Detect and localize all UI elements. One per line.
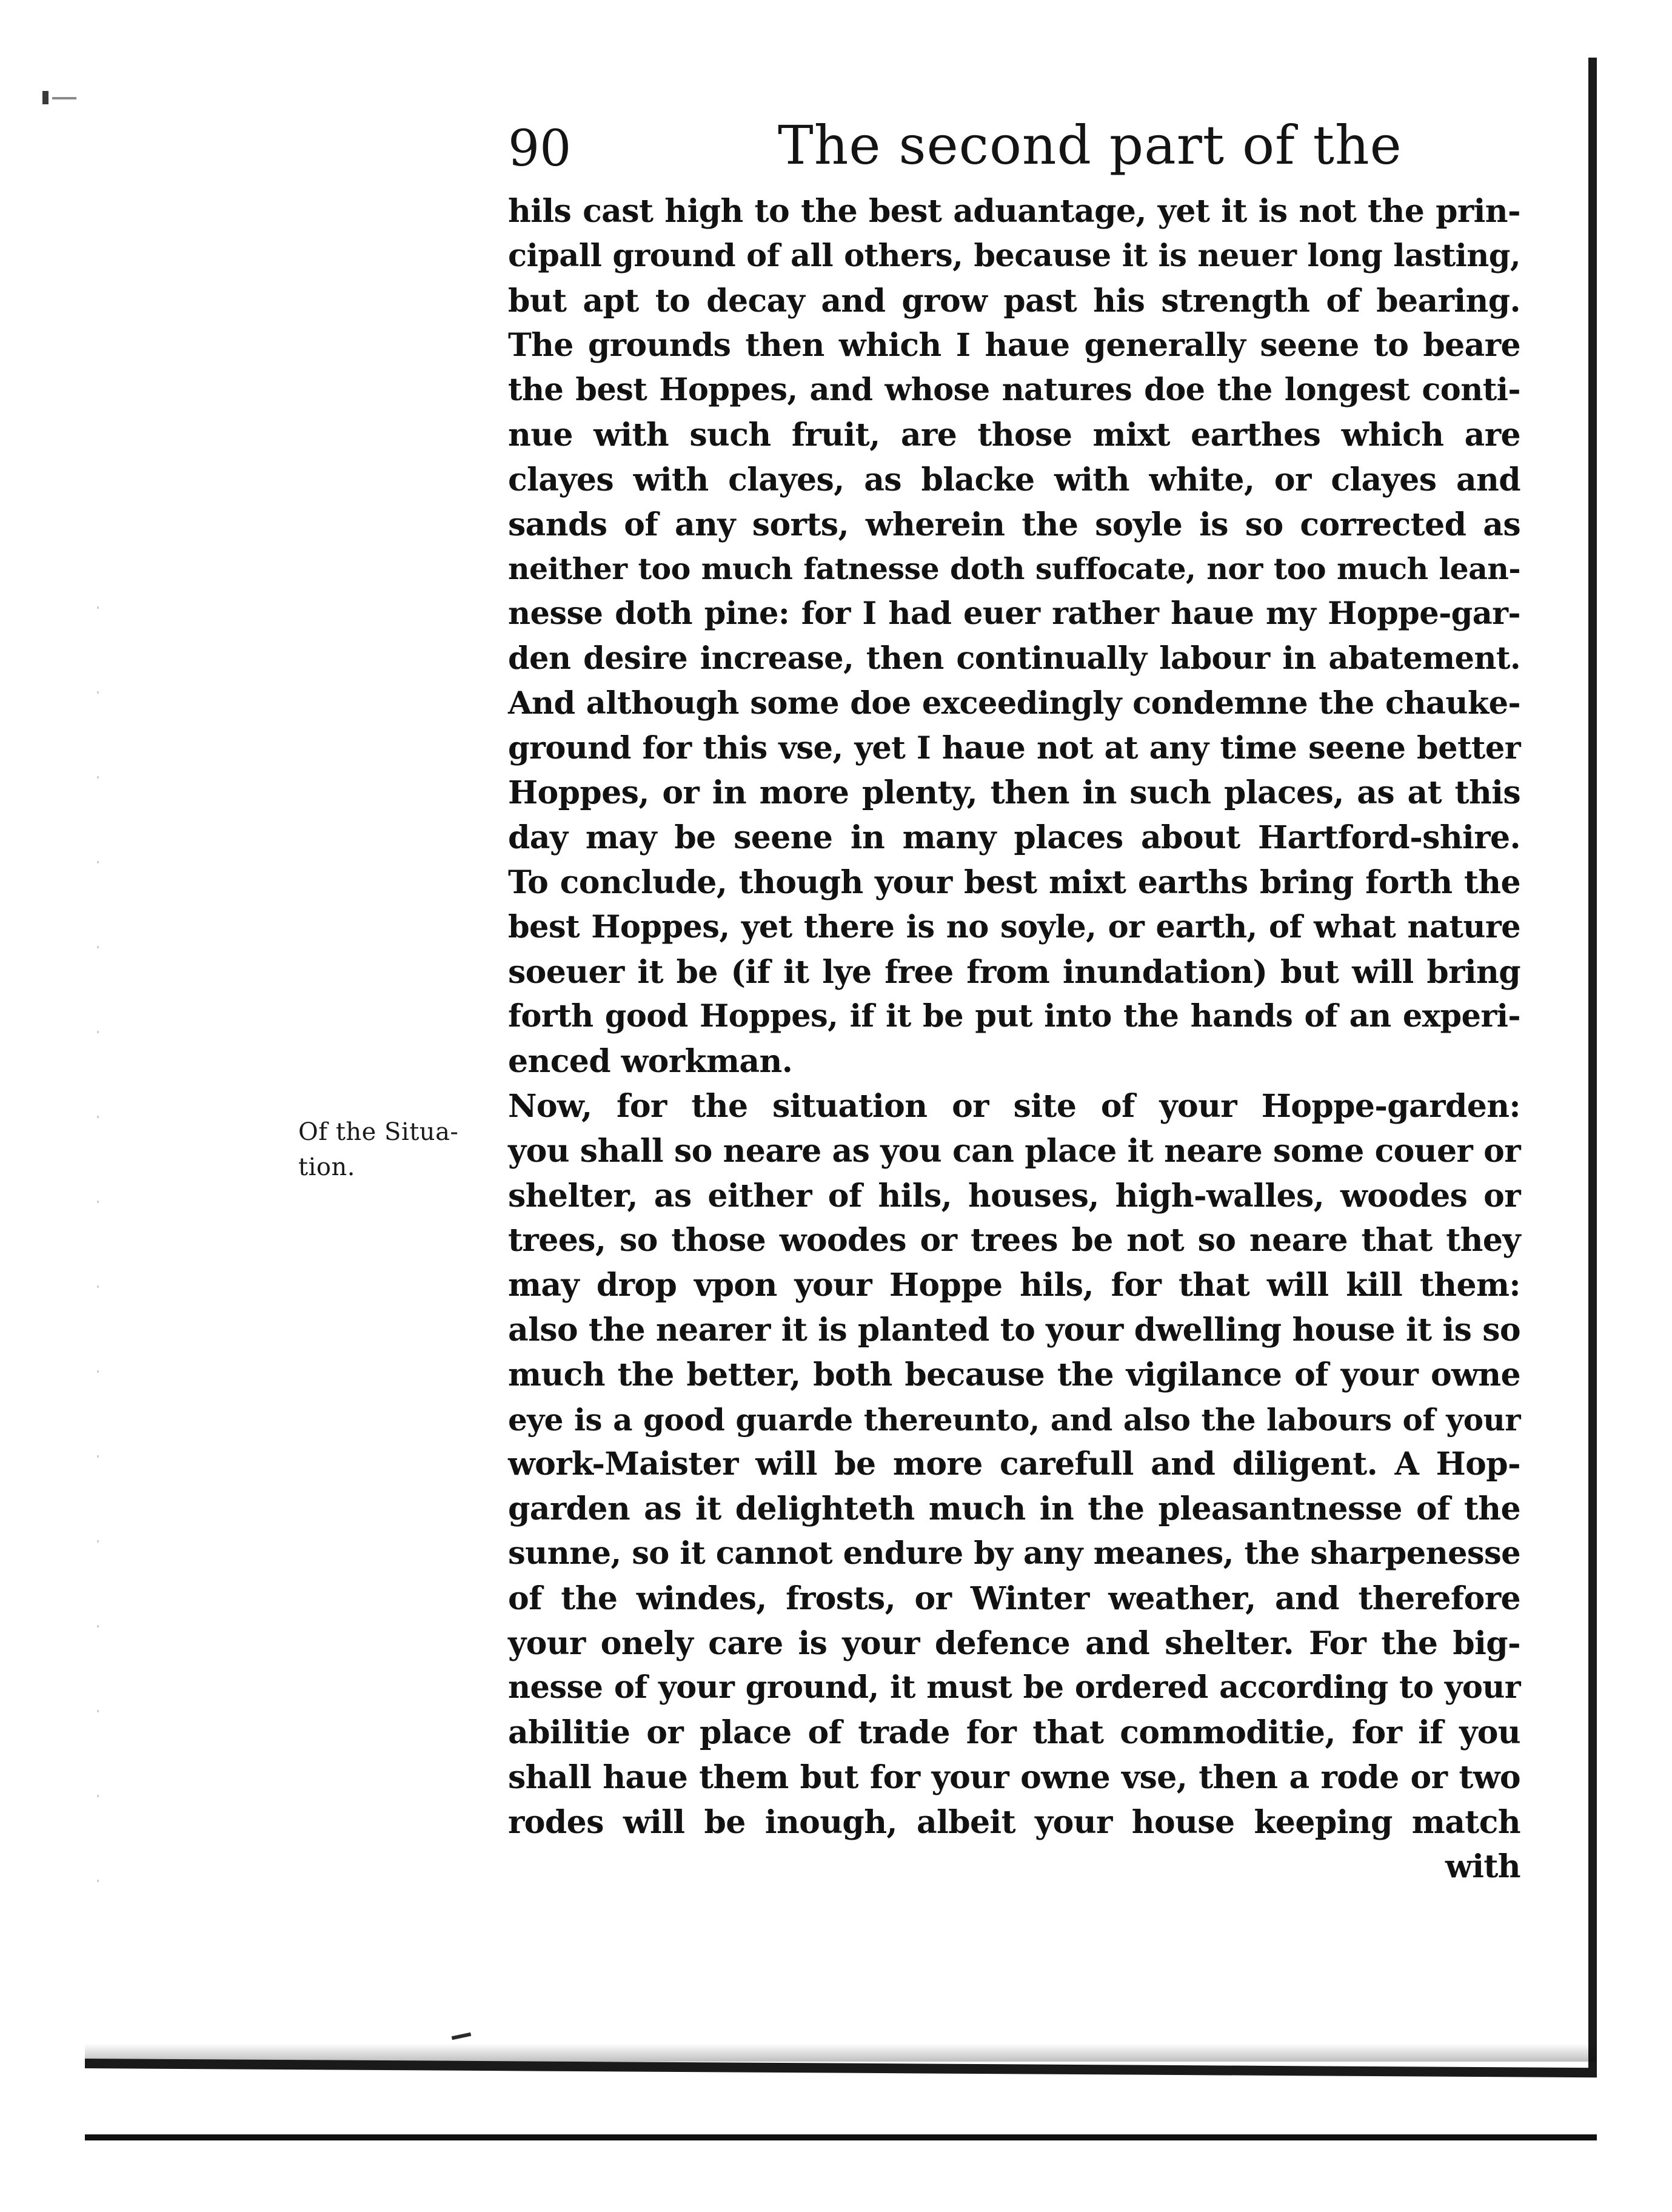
text-line: of the windes, frosts, or Winter weather, and therefore xyxy=(508,1580,1520,1617)
text-line: forth good Hoppes, if it be put into the hands of an experi- xyxy=(508,998,1520,1035)
text-line: hils cast high to the best aduantage, yet it is not the prin- xyxy=(508,193,1520,230)
text-line: sands of any sorts, wherein the soyle is so corrected as xyxy=(508,506,1520,543)
text-line: abilitie or place of trade for that commoditie, for if you xyxy=(508,1714,1520,1752)
text-line: The grounds then which I haue generally seene to beare xyxy=(508,327,1520,364)
text-line: nesse doth pine: for I had euer rather haue my Hoppe-gar- xyxy=(508,595,1520,632)
page-number: 90 xyxy=(508,120,572,178)
text-line: nue with such fruit, are those mixt earthes which are xyxy=(508,416,1520,454)
text-line: much the better, both because the vigilance of your owne xyxy=(508,1356,1520,1393)
text-line: but apt to decay and grow past his strength of bearing. xyxy=(508,282,1520,320)
text-line: the best Hoppes, and whose natures doe the longest conti- xyxy=(508,372,1520,409)
text-line: trees, so those woodes or trees be not so neare that they xyxy=(508,1222,1520,1259)
text-line: nesse of your ground, it must be ordered according to your xyxy=(508,1669,1520,1706)
text-line: work-Maister will be more carefull and diligent. A Hop- xyxy=(508,1446,1520,1483)
scan-speck xyxy=(42,91,48,104)
text-line: may drop vpon your Hoppe hils, for that will kill them: xyxy=(508,1267,1520,1304)
margin-note xyxy=(298,1114,504,1185)
text-line: To conclude, though your best mixt earths bring forth the xyxy=(508,863,1520,901)
text-line: you shall so neare as you can place it neare some couer or xyxy=(508,1132,1520,1170)
text-line: enced workman. xyxy=(508,1043,793,1081)
text-line: cipall ground of all others, because it is neuer long lasting, xyxy=(508,237,1520,274)
text-line: soeuer it be (if it lye free from inundation) but will bring xyxy=(508,953,1520,991)
stray-ink-mark xyxy=(452,2033,472,2040)
margin-note-line: tion. xyxy=(298,1153,355,1181)
text-line: best Hoppes, yet there is no soyle, or earth, of what nature xyxy=(508,908,1520,945)
text-line: eye is a good guarde thereunto, and also the labours of your xyxy=(508,1401,1520,1438)
text-line: shall haue them but for your owne vse, then a rode or two xyxy=(508,1758,1520,1796)
page-title: The second part of the xyxy=(778,114,1402,176)
scan-ruling xyxy=(97,606,99,1940)
text-line: your onely care is your defence and shelter. For the big- xyxy=(508,1624,1520,1662)
text-line: garden as it delighteth much in the pleasantnesse of the xyxy=(508,1490,1520,1528)
margin-note-line: Of the Situa- xyxy=(298,1118,459,1146)
catchword: with xyxy=(1445,1848,1520,1886)
scan-bottom-line xyxy=(85,2134,1597,2140)
scan-speck xyxy=(52,97,76,99)
text-line: And although some doe exceedingly condemne the chauke- xyxy=(508,685,1520,722)
text-line: rodes will be inough, albeit your house keeping match xyxy=(508,1803,1520,1841)
page-right-edge xyxy=(1588,58,1597,2071)
page-bottom-shadow xyxy=(85,2043,1597,2062)
text-line: neither too much fatnesse doth suffocate, nor too much lean- xyxy=(508,551,1520,587)
body-text xyxy=(508,189,1520,1889)
text-line: shelter, as either of hils, houses, high-walles, woodes or xyxy=(508,1177,1520,1215)
running-head xyxy=(508,114,1533,181)
text-line: sunne, so it cannot endure by any meanes, the sharpenesse xyxy=(508,1535,1520,1572)
text-line: clayes with clayes, as blacke with white, or clayes and xyxy=(508,461,1520,498)
text-line: ground for this vse, yet I haue not at any time seene better xyxy=(508,729,1520,766)
text-line: Hoppes, or in more plenty, then in such places, as at this xyxy=(508,774,1520,812)
text-line: Now, for the situation or site of your Hoppe-garden: xyxy=(508,1087,1520,1125)
text-line: den desire increase, then continually labour in abatement. xyxy=(508,640,1520,677)
text-line: day may be seene in many places about Hartford-shire. xyxy=(508,819,1520,857)
text-line: also the nearer it is planted to your dwelling house it is so xyxy=(508,1311,1520,1349)
